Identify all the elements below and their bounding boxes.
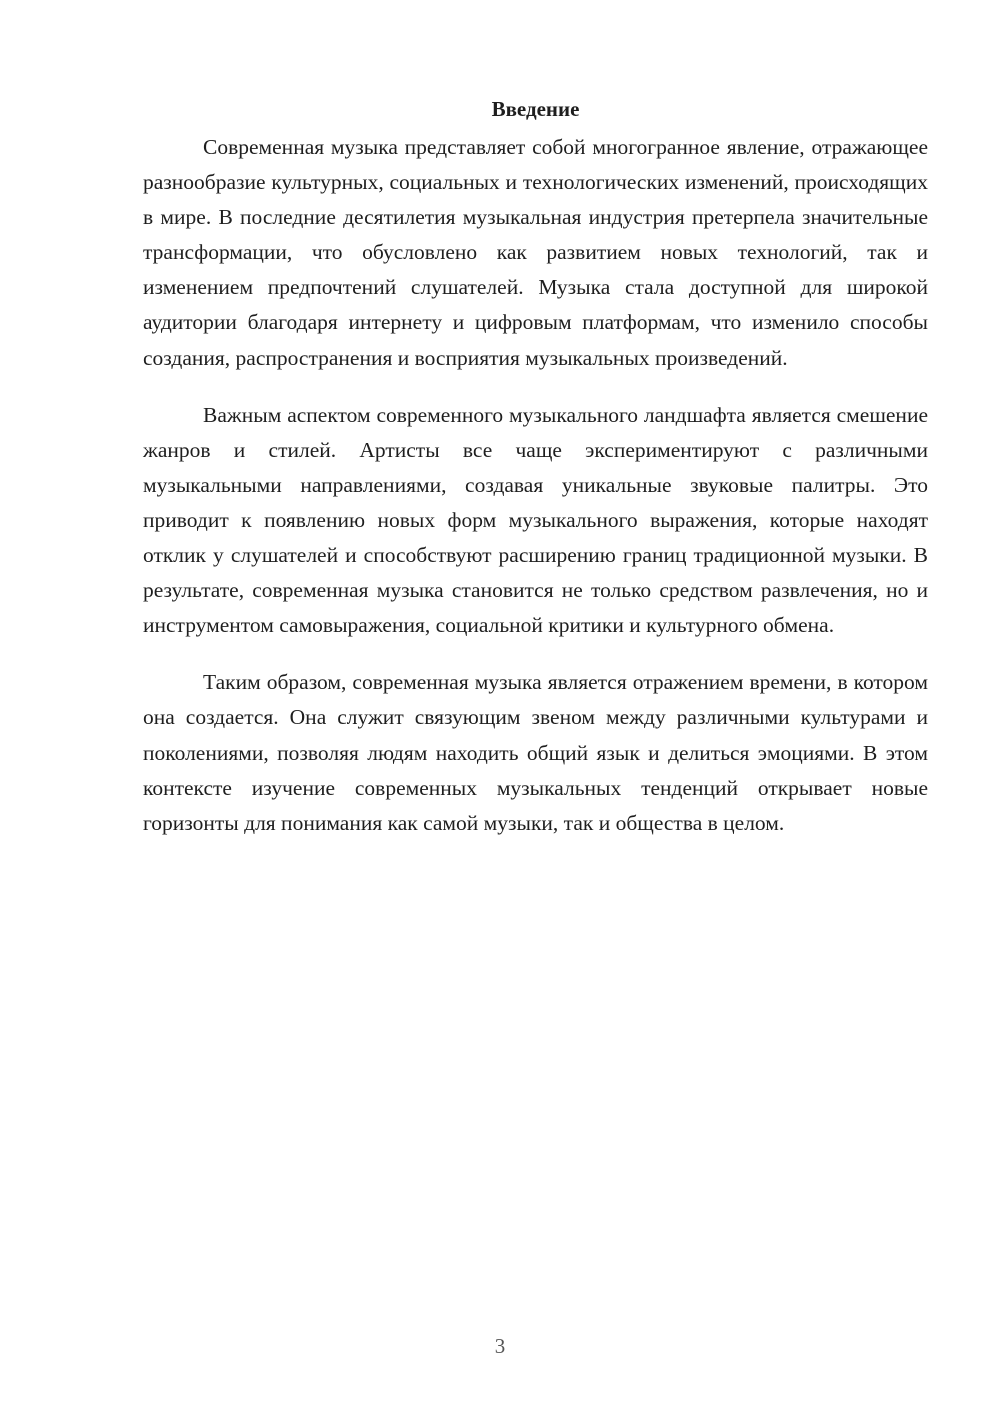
- paragraph-2: Важным аспектом современного музыкального ландшафта является смешение жанров и стилей. Артисты все чаще экспериментируют с различными музыкальными направлениями, создавая уникальные звуковые палитры. Это приводит к появлению новых форм музыкального выражения, которые находят отклик у слушателей и способствуют расширению границ традиционной музыки. В результате, современная музыка становится не только средством развлечения, но и инструментом самовыражения, социальной критики и культурного обмена.: [143, 402, 928, 638]
- paragraph-1: Современная музыка представляет собой многогранное явление, отражающее разнообразие культурных, социальных и технологических изменений, происходящих в мире. В последние десятилетия музыкальная индустрия претерпела значительные трансформации, что обусловлено как развитием новых технологий, так и изменением предпочтений слушателей. Музыка стала доступной для широкой аудитории благодаря интернету и цифровым платформам, что изменило способы создания, распространения и восприятия музыкальных произведений.: [143, 135, 928, 370]
- page-content: [143, 92, 928, 841]
- page-number: 3: [494, 1334, 506, 1358]
- section-title: Введение: [491, 97, 580, 121]
- paragraph-3: Таким образом, современная музыка является отражением времени, в котором она создается. Она служит связующим звеном между различными культурами и поколениями, позволяя людям находить общий язык и делиться эмоциями. В этом контексте изучение современных музыкальных тенденций открывает новые горизонты для понимания как самой музыки, так и общества в целом.: [143, 670, 928, 835]
